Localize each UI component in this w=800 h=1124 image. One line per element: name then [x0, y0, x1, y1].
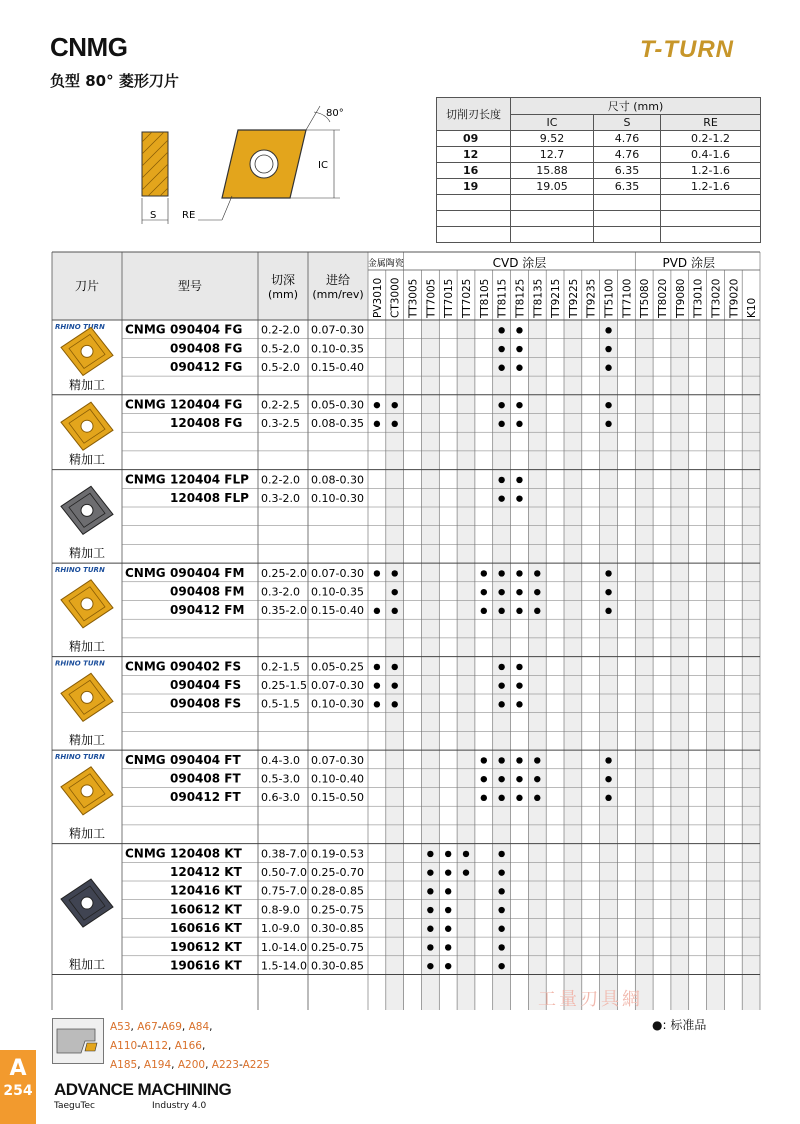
- depth-value: 0.25-2.0: [261, 566, 307, 580]
- spec-sub-re: RE: [661, 115, 761, 131]
- standard-dot: [498, 757, 504, 763]
- model-code: 190616 KT: [170, 958, 242, 973]
- grade-label: TT8020: [657, 278, 669, 318]
- standard-dot: [534, 570, 540, 576]
- grade-column-shade: [421, 320, 439, 1010]
- standard-dot: [605, 570, 611, 576]
- standard-dot: [427, 888, 433, 894]
- model-code: 090402 FS: [170, 659, 242, 674]
- depth-value: 0.5-2.0: [261, 342, 300, 356]
- depth-value: 1.0-14.0: [261, 940, 307, 954]
- model-code: 090412 FT: [170, 790, 241, 805]
- grade-label: TT9080: [674, 278, 687, 318]
- standard-dot: [516, 421, 522, 427]
- spec-length-cell: 09: [437, 131, 511, 147]
- depth-value: 0.3-2.0: [261, 585, 300, 599]
- spec-dim-cell: 19.05: [511, 179, 594, 195]
- depth-value: 0.75-7.0: [261, 884, 307, 898]
- standard-dot: [463, 869, 469, 875]
- standard-dot: [427, 963, 433, 969]
- standard-dot: [445, 926, 451, 932]
- standard-dot: [481, 608, 487, 614]
- model-code: 090404 FG: [170, 322, 243, 337]
- label-s: S: [150, 210, 157, 221]
- page-ref-link[interactable]: A185: [110, 1059, 138, 1071]
- page-ref-link[interactable]: A110: [110, 1040, 138, 1052]
- standard-dot: [392, 682, 398, 688]
- standard-dot: [392, 570, 398, 576]
- depth-value: 0.2-2.5: [261, 398, 300, 412]
- page-number: 254: [3, 1083, 33, 1099]
- standard-dot: [498, 477, 504, 483]
- model-code: 090412 FM: [170, 603, 245, 618]
- model-code: 120408 KT: [170, 846, 242, 861]
- rhino-turn-logo: RHINO TURN: [55, 323, 105, 331]
- ref-separator: ,: [130, 1021, 138, 1033]
- standard-dot: [534, 795, 540, 801]
- standard-dot: [605, 402, 611, 408]
- grade-column-shade: [635, 320, 653, 1010]
- grade-label: K10: [746, 297, 759, 318]
- standard-dot: [498, 589, 504, 595]
- depth-value: 1.5-14.0: [261, 959, 307, 973]
- spec-dim-cell: 12.7: [511, 147, 594, 163]
- feed-value: 0.25-0.75: [311, 940, 364, 954]
- ref-separator: ,: [168, 1040, 175, 1052]
- model-code: 160616 KT: [170, 921, 242, 936]
- grade-label: TT7100: [621, 278, 634, 318]
- standard-dot: [498, 776, 504, 782]
- standard-dot: [605, 365, 611, 371]
- standard-dot: [427, 926, 433, 932]
- depth-value: 0.5-1.5: [261, 697, 300, 711]
- depth-value: 0.2-1.5: [261, 660, 300, 674]
- depth-value: 0.5-2.0: [261, 361, 300, 375]
- standard-dot: [516, 570, 522, 576]
- feed-value: 0.10-0.35: [311, 585, 364, 599]
- spec-col-dims: 尺寸 (mm): [511, 98, 761, 115]
- feed-value: 0.15-0.40: [311, 604, 364, 618]
- feed-value: 0.30-0.85: [311, 959, 364, 973]
- model-code: 090408 FT: [170, 771, 241, 786]
- watermark: 工量刃具網: [538, 989, 643, 1010]
- standard-dot: [605, 608, 611, 614]
- ref-separator: -: [239, 1059, 243, 1071]
- standard-dot: [498, 869, 504, 875]
- spec-dim-cell: 1.2-1.6: [661, 179, 761, 195]
- standard-dot: [445, 944, 451, 950]
- standard-dot: [427, 869, 433, 875]
- depth-value: 0.2-2.0: [261, 323, 300, 337]
- spec-sub-s: S: [593, 115, 660, 131]
- insert-image: [61, 767, 113, 815]
- standard-dot: [498, 888, 504, 894]
- standard-dot: [605, 589, 611, 595]
- standard-dot: [392, 664, 398, 670]
- standard-dot: [498, 327, 504, 333]
- insert-image: [61, 879, 113, 927]
- standard-dot: [516, 608, 522, 614]
- model-code: 120408 FLP: [170, 491, 249, 505]
- reference-line: [110, 1018, 270, 1037]
- standard-dot: [605, 421, 611, 427]
- standard-dot: [498, 608, 504, 614]
- standard-dot: [427, 851, 433, 857]
- standard-dot: [498, 664, 504, 670]
- standard-dot: [498, 795, 504, 801]
- standard-dot: [498, 926, 504, 932]
- page-ref-link[interactable]: A223: [211, 1059, 239, 1071]
- spec-dim-cell: 4.76: [593, 147, 660, 163]
- grade-column-shade: [457, 320, 475, 1010]
- model-code: 160612 KT: [170, 902, 242, 917]
- model-code: 120404 FLP: [170, 472, 249, 487]
- standard-dot: [516, 327, 522, 333]
- standard-dot: [534, 589, 540, 595]
- standard-dot: [445, 963, 451, 969]
- rhino-turn-logo: RHINO TURN: [55, 566, 105, 575]
- page-ref-link[interactable]: A200: [177, 1059, 206, 1071]
- header-feed-unit: (mm/rev): [312, 288, 364, 301]
- depth-value: 0.3-2.0: [261, 492, 300, 505]
- standard-dot: [481, 795, 487, 801]
- standard-dot: [605, 757, 611, 763]
- footer-tagline: Industry 4.0: [152, 1101, 207, 1111]
- standard-dot: [498, 421, 504, 427]
- ref-separator: ,: [201, 1040, 206, 1052]
- depth-value: 0.4-3.0: [261, 753, 300, 767]
- standard-dot: [516, 495, 522, 501]
- standard-dot: [534, 608, 540, 614]
- standard-dot: [605, 795, 611, 801]
- feed-value: 0.05-0.30: [311, 398, 364, 412]
- grade-column-shade: [707, 320, 725, 1010]
- standard-dot: [445, 851, 451, 857]
- depth-value: 0.35-2.0: [261, 604, 307, 618]
- depth-value: 0.38-7.0: [261, 847, 307, 861]
- header-depth-unit: (mm): [267, 288, 299, 301]
- feed-value: 0.19-0.53: [311, 847, 364, 861]
- spec-dim-cell: 4.76: [593, 131, 660, 147]
- model-code: 120416 KT: [170, 883, 242, 898]
- standard-dot: [392, 402, 398, 408]
- feed-value: 0.07-0.30: [311, 679, 364, 692]
- rhino-turn-logo: RHINO TURN: [55, 753, 105, 762]
- standard-dot: [516, 795, 522, 801]
- spec-length-cell: 19: [437, 179, 511, 195]
- insert-image: [61, 486, 113, 534]
- standard-dot: [498, 701, 504, 707]
- spec-length-cell: 12: [437, 147, 511, 163]
- standard-dot: [392, 421, 398, 427]
- standard-dot: [374, 664, 380, 670]
- spec-dim-cell: 0.2-1.2: [661, 131, 761, 147]
- label-re: RE: [182, 210, 196, 221]
- standard-dot: [481, 570, 487, 576]
- grade-label: TT7015: [443, 278, 456, 318]
- standard-dot: [445, 869, 451, 875]
- standard-dot: [498, 570, 504, 576]
- model-prefix: CNMG: [125, 846, 166, 861]
- reference-line: [110, 1056, 270, 1075]
- page-ref-link[interactable]: A225: [242, 1059, 270, 1071]
- standard-dot: [498, 495, 504, 501]
- standard-dot: [498, 963, 504, 969]
- standard-dot: [374, 608, 380, 614]
- model-code: 090408 FM: [170, 584, 245, 599]
- model-code: 120412 KT: [170, 865, 242, 879]
- grade-label: TT3010: [692, 278, 705, 318]
- standard-dot: [481, 757, 487, 763]
- feed-value: 0.10-0.30: [311, 697, 364, 711]
- ref-separator: ,: [209, 1021, 213, 1033]
- standard-dot: [463, 851, 469, 857]
- depth-value: 0.3-2.5: [261, 417, 300, 431]
- page-ref-link[interactable]: A112: [140, 1040, 169, 1052]
- header-cvd: CVD 涂层: [492, 256, 547, 270]
- standard-dot: [516, 477, 522, 483]
- standard-dot: [374, 682, 380, 688]
- standard-dot: [374, 570, 380, 576]
- standard-dot: [498, 365, 504, 371]
- depth-value: 0.6-3.0: [261, 791, 300, 805]
- footer-logo: ADVANCE MACHINING: [54, 1080, 232, 1099]
- feed-value: 0.10-0.35: [311, 342, 364, 356]
- standard-dot: [516, 776, 522, 782]
- header-depth: 切深: [270, 273, 296, 287]
- standard-dot: [534, 757, 540, 763]
- machining-type-label: 精加工: [68, 377, 106, 392]
- header-pvd: PVD 涂层: [662, 256, 715, 270]
- feed-value: 0.15-0.40: [311, 361, 364, 375]
- depth-value: 0.5-3.0: [261, 772, 300, 786]
- grade-column-shade: [564, 320, 582, 1010]
- grade-column-shade: [671, 320, 689, 1010]
- grade-label: TT8135: [532, 278, 545, 318]
- ref-separator: ,: [205, 1059, 212, 1071]
- ref-separator: ,: [137, 1059, 144, 1071]
- spec-length-cell: 16: [437, 163, 511, 179]
- page-references: [110, 1018, 270, 1075]
- standard-dot: [605, 327, 611, 333]
- standard-dot: [392, 589, 398, 595]
- ref-separator: -: [157, 1021, 162, 1033]
- standard-dot: [374, 402, 380, 408]
- grade-label: PV3010: [371, 277, 384, 318]
- grade-label: CT3000: [389, 277, 402, 318]
- grade-label: TT3020: [710, 278, 723, 318]
- feed-value: 0.07-0.30: [311, 323, 364, 337]
- model-prefix: CNMG: [125, 472, 166, 487]
- feed-value: 0.25-0.70: [311, 866, 364, 879]
- spec-dim-cell: 6.35: [593, 179, 660, 195]
- model-code: 190612 KT: [170, 939, 242, 954]
- header-cermet: 金属陶瓷: [367, 259, 404, 269]
- section-tab: [0, 1050, 36, 1124]
- model-code: 090404 FT: [170, 752, 241, 767]
- machining-type-label: 精加工: [68, 733, 106, 748]
- header-feed: 进给: [325, 273, 351, 287]
- ref-separator: ,: [181, 1021, 189, 1033]
- spec-dim-cell: 1.2-1.6: [661, 163, 761, 179]
- standard-dot: [516, 365, 522, 371]
- depth-value: 0.2-2.0: [261, 473, 300, 487]
- standard-dot: [516, 346, 522, 352]
- page-ref-link[interactable]: A69: [161, 1021, 182, 1033]
- model-prefix: CNMG: [125, 565, 166, 580]
- standard-dot: [498, 682, 504, 688]
- insert-image: [61, 402, 113, 450]
- standard-dot: [534, 776, 540, 782]
- standard-dot: [516, 402, 522, 408]
- spec-col-length: 切削刃长度: [437, 98, 511, 131]
- page-ref-link[interactable]: A53: [110, 1021, 131, 1033]
- standard-dot: [516, 701, 522, 707]
- grade-label: TT9020: [728, 278, 741, 318]
- feed-value: 0.08-0.30: [311, 473, 364, 487]
- spec-dim-cell: 6.35: [593, 163, 660, 179]
- model-code: 090404 FS: [170, 678, 242, 692]
- grade-label: TT9215: [550, 278, 563, 318]
- insert-image: [61, 580, 113, 628]
- header-insert: 刀片: [74, 279, 100, 293]
- depth-value: 0.50-7.0: [261, 866, 307, 879]
- standard-dot: [498, 346, 504, 352]
- feed-value: 0.07-0.30: [311, 566, 364, 580]
- spec-dim-cell: 15.88: [511, 163, 594, 179]
- page-title: CNMG: [50, 32, 128, 62]
- page-ref-link[interactable]: A84: [188, 1021, 210, 1033]
- grade-label: TT9225: [567, 278, 580, 318]
- page-ref-link[interactable]: A67: [137, 1021, 158, 1033]
- page-ref-link[interactable]: A194: [143, 1059, 172, 1071]
- grade-label: TT8105: [478, 278, 491, 318]
- model-prefix: CNMG: [125, 752, 166, 767]
- machining-type-label: 精加工: [68, 546, 106, 561]
- rhino-turn-logo: RHINO TURN: [55, 659, 105, 668]
- standard-dot: [392, 608, 398, 614]
- reference-thumbnail: [52, 1018, 104, 1064]
- model-code: 090408 FG: [170, 341, 243, 356]
- reference-line: [110, 1037, 270, 1056]
- standard-dot: [445, 907, 451, 913]
- grade-label: TT7025: [461, 278, 473, 318]
- label-angle: 80°: [326, 108, 344, 119]
- feed-value: 0.10-0.30: [311, 492, 364, 505]
- depth-value: 0.25-1.5: [261, 679, 307, 692]
- grade-label: TT5080: [639, 278, 652, 318]
- standard-dot: [516, 589, 522, 595]
- standard-dot: [481, 776, 487, 782]
- grade-label: TT9235: [585, 278, 598, 318]
- standard-dot: [392, 701, 398, 707]
- machining-type-label: 精加工: [68, 826, 106, 841]
- section-letter: A: [9, 1056, 27, 1081]
- standard-dot: [374, 421, 380, 427]
- insert-image: [61, 327, 113, 375]
- spec-sub-ic: IC: [511, 115, 594, 131]
- depth-value: 1.0-9.0: [261, 922, 300, 936]
- brand-logo: T-TURN: [640, 36, 734, 63]
- grade-label: TT7005: [425, 278, 438, 318]
- spec-dim-cell: 9.52: [511, 131, 594, 147]
- footer-company: TaeguTec: [54, 1101, 95, 1111]
- standard-dot: [605, 346, 611, 352]
- model-code: 090404 FM: [170, 565, 245, 580]
- model-code: 120408 FG: [170, 416, 243, 431]
- label-ic: IC: [318, 160, 328, 171]
- header-model: 型号: [177, 279, 203, 293]
- feed-value: 0.07-0.30: [311, 753, 364, 767]
- feed-value: 0.08-0.35: [311, 417, 364, 431]
- feed-value: 0.05-0.25: [311, 660, 364, 674]
- spec-dim-cell: 0.4-1.6: [661, 147, 761, 163]
- grade-label: TT5100: [603, 278, 616, 318]
- standard-dot: [374, 701, 380, 707]
- standard-dot: [516, 757, 522, 763]
- standard-dot: [498, 907, 504, 913]
- model-prefix: CNMG: [125, 322, 166, 337]
- model-code: 090412 FG: [170, 360, 243, 375]
- standard-dot: [498, 851, 504, 857]
- standard-dot: [498, 944, 504, 950]
- standard-dot: [427, 907, 433, 913]
- insert-image: [61, 673, 113, 721]
- standard-dot: [445, 888, 451, 894]
- standard-dot: [516, 664, 522, 670]
- standard-dot: [516, 682, 522, 688]
- feed-value: 0.30-0.85: [311, 922, 364, 936]
- grade-column-shade: [742, 320, 760, 1010]
- header-bg: [52, 252, 368, 320]
- depth-value: 0.8-9.0: [261, 903, 300, 917]
- standard-dot: [481, 589, 487, 595]
- model-prefix: CNMG: [125, 659, 166, 674]
- model-code: 120404 FG: [170, 397, 243, 412]
- ref-separator: -: [137, 1040, 141, 1052]
- standard-dot: [427, 944, 433, 950]
- feed-value: 0.25-0.75: [311, 903, 364, 917]
- model-prefix: CNMG: [125, 397, 166, 412]
- model-code: 090408 FS: [170, 696, 242, 711]
- standard-dot: [605, 776, 611, 782]
- ref-separator: ,: [171, 1059, 178, 1071]
- grade-column-shade: [528, 320, 546, 1010]
- grade-label: TT3005: [407, 278, 420, 318]
- feed-value: 0.15-0.50: [311, 791, 364, 805]
- standard-dot: [498, 402, 504, 408]
- page-ref-link[interactable]: A166: [174, 1040, 202, 1052]
- machining-type-label: 粗加工: [68, 957, 106, 972]
- grade-label: TT8125: [514, 278, 527, 318]
- feed-value: 0.28-0.85: [311, 884, 364, 898]
- machining-type-label: 精加工: [68, 452, 106, 467]
- page-subtitle: 负型 80° 菱形刀片: [50, 72, 179, 90]
- feed-value: 0.10-0.40: [311, 772, 364, 786]
- machining-type-label: 精加工: [68, 639, 106, 654]
- grade-label: TT8115: [496, 278, 509, 318]
- standard-item-note: ●: 标准品: [652, 1018, 707, 1032]
